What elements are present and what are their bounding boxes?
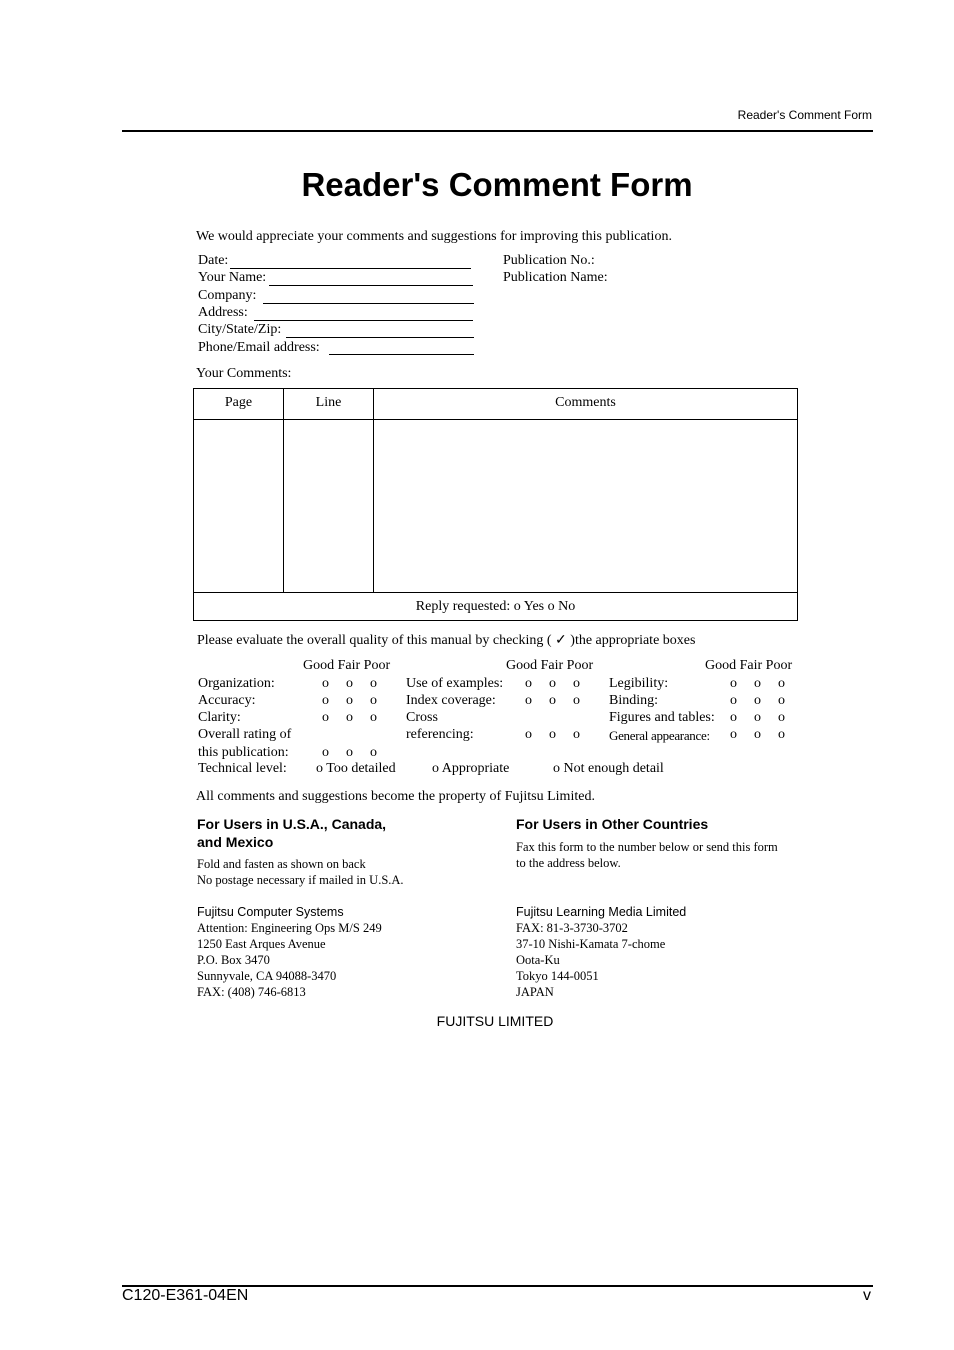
rating-circle-good[interactable]: o xyxy=(322,693,329,708)
comments-table xyxy=(193,388,798,621)
rating-circle-good[interactable]: o xyxy=(322,676,329,691)
rating-circle-good[interactable]: o xyxy=(730,676,737,691)
criterion-label: Figures and tables: xyxy=(609,710,715,725)
field-publication-no-label: Publication No.: xyxy=(503,253,595,268)
usa-address-line: P.O. Box 3470 xyxy=(197,953,270,967)
usa-address-line: 1250 East Arques Avenue xyxy=(197,937,326,951)
criterion-label: Clarity: xyxy=(198,710,241,725)
rating-header: Good Fair Poor xyxy=(506,658,594,673)
usa-company: Fujitsu Computer Systems xyxy=(197,905,344,919)
rating-circle-poor[interactable]: o xyxy=(573,676,580,691)
rating-circle-poor[interactable]: o xyxy=(370,710,377,725)
criterion-label: Technical level: xyxy=(198,761,287,776)
criterion-label: Index coverage: xyxy=(406,693,496,708)
usa-address-line: Sunnyvale, CA 94088-3470 xyxy=(197,969,337,983)
other-address-line: 37-10 Nishi-Kamata 7-chome xyxy=(516,937,666,951)
criterion-label: Overall rating of xyxy=(198,727,292,742)
usa-address-line: FAX: (408) 746-6813 xyxy=(197,985,306,999)
property-note: All comments and suggestions become the property of Fujitsu Limited. xyxy=(196,789,595,804)
rating-circle-poor[interactable]: o xyxy=(370,676,377,691)
technical-option-not-enough[interactable]: o Not enough detail xyxy=(553,761,664,776)
doc-code: C120-E361-04EN xyxy=(122,1287,249,1304)
criterion-label: Binding: xyxy=(609,693,659,708)
field-city-line[interactable] xyxy=(286,337,474,338)
other-note: Fax this form to the number below or send this form xyxy=(516,840,778,854)
usa-address-line: Attention: Engineering Ops M/S 249 xyxy=(197,921,382,935)
comments-cell[interactable] xyxy=(374,420,797,592)
rating-circle-good[interactable]: o xyxy=(525,676,532,691)
evaluate-instructions: Please evaluate the overall quality of this manual by checking ( ✓ )the appropriate boxes xyxy=(197,633,696,648)
field-address-label: Address: xyxy=(198,305,248,320)
table-header-comments: Comments xyxy=(555,395,616,410)
rating-circle-fair[interactable]: o xyxy=(346,693,353,708)
rating-circle-good[interactable]: o xyxy=(730,710,737,725)
rating-circle-poor[interactable]: o xyxy=(573,693,580,708)
usa-heading: For Users in U.S.A., Canada, xyxy=(197,816,387,832)
criterion-label: referencing: xyxy=(406,727,474,742)
rating-circle-fair[interactable]: o xyxy=(549,693,556,708)
rating-circle-poor[interactable]: o xyxy=(778,693,785,708)
rating-circle-good[interactable]: o xyxy=(525,727,532,742)
reply-requested[interactable]: Reply requested: o Yes o No xyxy=(415,599,576,614)
page-title: Reader's Comment Form xyxy=(301,166,693,203)
rating-circle-poor[interactable]: o xyxy=(778,727,785,742)
rating-circle-poor[interactable]: o xyxy=(778,710,785,725)
rating-circle-fair[interactable]: o xyxy=(754,710,761,725)
your-comments-label: Your Comments: xyxy=(196,366,292,381)
line-cell[interactable] xyxy=(284,420,373,592)
usa-note: Fold and fasten as shown on back xyxy=(197,857,366,871)
other-company: Fujitsu Learning Media Limited xyxy=(516,905,687,919)
rating-circle-poor[interactable]: o xyxy=(573,727,580,742)
rating-header: Good Fair Poor xyxy=(303,658,391,673)
rating-circle-fair[interactable]: o xyxy=(346,710,353,725)
rating-circle-fair[interactable]: o xyxy=(346,745,353,760)
usa-heading: and Mexico xyxy=(197,834,274,850)
rating-circle-fair[interactable]: o xyxy=(754,727,761,742)
header-rule xyxy=(122,130,873,132)
criterion-label: Use of examples: xyxy=(406,676,504,691)
rating-circle-good[interactable]: o xyxy=(730,727,737,742)
other-address-line: Oota-Ku xyxy=(516,953,560,967)
other-address-line: JAPAN xyxy=(516,985,554,999)
field-address-line[interactable] xyxy=(254,320,473,321)
field-company-label: Company: xyxy=(198,288,257,303)
field-phone-label: Phone/Email address: xyxy=(198,340,320,355)
field-publication-name-label: Publication Name: xyxy=(503,270,608,285)
other-address-line: Tokyo 144-0051 xyxy=(516,969,599,983)
fujitsu-limited: FUJITSU LIMITED xyxy=(436,1013,554,1029)
rating-circle-poor[interactable]: o xyxy=(370,745,377,760)
intro-text: We would appreciate your comments and suggestions for improving this publication. xyxy=(196,229,672,244)
technical-option-too-detailed[interactable]: o Too detailed xyxy=(316,761,396,776)
field-company-line[interactable] xyxy=(263,303,474,304)
criterion-label: this publication: xyxy=(198,745,289,760)
field-phone-line[interactable] xyxy=(329,354,474,355)
table-header-line: Line xyxy=(315,395,342,410)
page-cell[interactable] xyxy=(194,420,283,592)
rating-circle-fair[interactable]: o xyxy=(549,727,556,742)
table-header-page: Page xyxy=(224,395,253,410)
rating-circle-fair[interactable]: o xyxy=(754,676,761,691)
other-note: to the address below. xyxy=(516,856,621,870)
field-city-label: City/State/Zip: xyxy=(198,322,282,337)
rating-circle-fair[interactable]: o xyxy=(549,676,556,691)
criterion-label: Cross xyxy=(406,710,438,725)
rating-circle-fair[interactable]: o xyxy=(754,693,761,708)
rating-circle-poor[interactable]: o xyxy=(778,676,785,691)
criterion-label: Organization: xyxy=(198,676,275,691)
rating-circle-fair[interactable]: o xyxy=(346,676,353,691)
rating-circle-good[interactable]: o xyxy=(322,710,329,725)
rating-circle-good[interactable]: o xyxy=(322,745,329,760)
table-reply-rule xyxy=(194,592,797,593)
field-name-label: Your Name: xyxy=(198,270,267,285)
page-number: v xyxy=(863,1287,871,1304)
other-address-line: FAX: 81-3-3730-3702 xyxy=(516,921,628,935)
rating-circle-poor[interactable]: o xyxy=(370,693,377,708)
criterion-label: Accuracy: xyxy=(198,693,256,708)
rating-circle-good[interactable]: o xyxy=(730,693,737,708)
rating-circle-good[interactable]: o xyxy=(525,693,532,708)
field-name-line[interactable] xyxy=(269,285,473,286)
criterion-label: Legibility: xyxy=(609,676,669,691)
running-head: Reader's Comment Form xyxy=(737,108,872,122)
rating-header: Good Fair Poor xyxy=(705,658,793,673)
criterion-label: General appearance: xyxy=(609,728,710,743)
other-heading: For Users in Other Countries xyxy=(516,816,709,832)
usa-note: No postage necessary if mailed in U.S.A. xyxy=(197,873,404,887)
field-date-line[interactable] xyxy=(230,268,471,269)
field-date-label: Date: xyxy=(198,253,229,268)
technical-option-appropriate[interactable]: o Appropriate xyxy=(432,761,510,776)
